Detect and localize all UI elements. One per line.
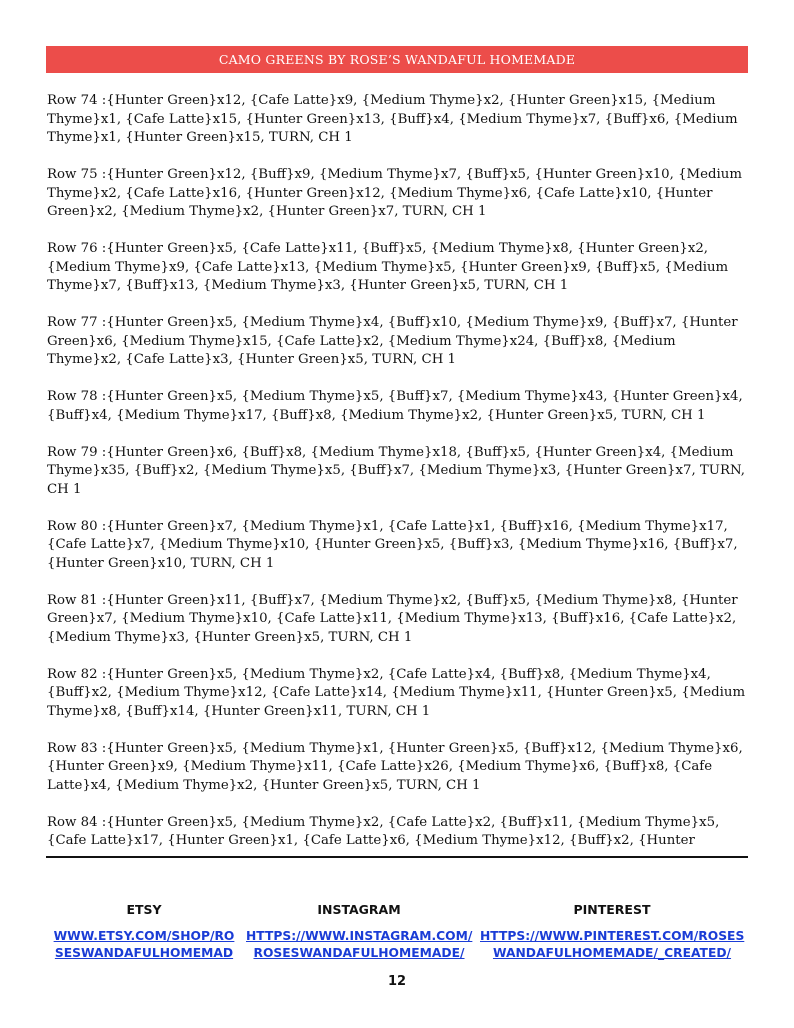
footer-pinterest bbox=[480, 902, 744, 962]
pattern-row: Row 80 :{Hunter Green}x7, {Medium Thyme}x1, {Cafe Latte}x1, {Buff}x16, {Medium Thyme}x17, {Cafe Latte}x7, {Medium Thyme}x10, {Hunter Green}x5, {Buff}x3, {Medium Thyme}x16, {Buff}x7, {Hunter Green}x10, TURN, CH 1 bbox=[47, 518, 738, 571]
pinterest-heading: PINTEREST bbox=[573, 902, 651, 917]
footer-instagram bbox=[246, 902, 472, 962]
pattern-row: Row 81 :{Hunter Green}x11, {Buff}x7, {Medium Thyme}x2, {Buff}x5, {Medium Thyme}x8, {Hunter Green}x7, {Medium Thyme}x10, {Cafe Latte}x11, {Medium Thyme}x13, {Buff}x16, {Cafe Latte}x2, {Medium Thyme}x3, {Hunter Green}x5, TURN, CH 1 bbox=[47, 592, 738, 645]
etsy-link-line1: WWW.ETSY.COM/SHOP/RO bbox=[53, 929, 235, 943]
pattern-row: Row 84 :{Hunter Green}x5, {Medium Thyme}x2, {Cafe Latte}x2, {Buff}x11, {Medium Thyme}x5, {Cafe Latte}x17, {Hunter Green}x1, {Cafe Latte}x6, {Medium Thyme}x12, {Buff}x2, {Hunter bbox=[47, 814, 720, 848]
page-header-banner bbox=[46, 46, 748, 73]
document-title: CAMO GREENS BY ROSE’S WANDAFUL HOMEMADE bbox=[218, 52, 576, 67]
pinterest-link[interactable] bbox=[480, 928, 744, 962]
page-number: 12 bbox=[387, 974, 407, 989]
pinterest-link-line2: WANDAFULHOMEMADE/_CREATED/ bbox=[492, 946, 732, 960]
pattern-row: Row 78 :{Hunter Green}x5, {Medium Thyme}x5, {Buff}x7, {Medium Thyme}x43, {Hunter Green}x4, {Buff}x4, {Medium Thyme}x17, {Buff}x8, {Medium Thyme}x2, {Hunter Green}x5, TURN, CH 1 bbox=[47, 389, 743, 423]
instagram-heading: INSTAGRAM bbox=[317, 902, 401, 917]
pattern-row: Row 79 :{Hunter Green}x6, {Buff}x8, {Medium Thyme}x18, {Buff}x5, {Hunter Green}x4, {Medium Thyme}x35, {Buff}x2, {Medium Thyme}x5, {Buff}x7, {Medium Thyme}x3, {Hunter Green}x7, TURN, CH 1 bbox=[47, 444, 746, 497]
pattern-rows bbox=[47, 92, 749, 869]
pattern-row: Row 76 :{Hunter Green}x5, {Cafe Latte}x11, {Buff}x5, {Medium Thyme}x8, {Hunter Green}x2, {Medium Thyme}x9, {Cafe Latte}x13, {Medium Thyme}x5, {Hunter Green}x9, {Buff}x5, {Medium Thyme}x7, {Buff}x13, {Medium Thyme}x3, {Hunter Green}x5, TURN, CH 1 bbox=[47, 241, 729, 293]
instagram-link-line1: HTTPS://WWW.INSTAGRAM.COM/ bbox=[246, 929, 473, 943]
footer-etsy bbox=[52, 902, 236, 962]
etsy-heading: ETSY bbox=[126, 902, 162, 917]
pattern-row: Row 75 :{Hunter Green}x12, {Buff}x9, {Medium Thyme}x7, {Buff}x5, {Hunter Green}x10, {Medium Thyme}x2, {Cafe Latte}x16, {Hunter Green}x12, {Medium Thyme}x6, {Cafe Latte}x10, {Hunter Green}x2, {Medium Thyme}x2, {Hunter Green}x7, TURN, CH 1 bbox=[47, 167, 742, 219]
instagram-link-line2: ROSESWANDAFULHOMEMADE/ bbox=[253, 946, 465, 960]
etsy-link-line2: SESWANDAFULHOMEMAD bbox=[54, 946, 234, 960]
pattern-row: Row 77 :{Hunter Green}x5, {Medium Thyme}x4, {Buff}x10, {Medium Thyme}x9, {Buff}x7, {Hunter Green}x6, {Medium Thyme}x15, {Cafe Latte}x2, {Medium Thyme}x24, {Buff}x8, {Medium Thyme}x2, {Cafe Latte}x3, {Hunter Green}x5, TURN, CH 1 bbox=[47, 315, 738, 367]
instagram-link[interactable] bbox=[246, 928, 472, 962]
pinterest-link-line1: HTTPS://WWW.PINTEREST.COM/ROSES bbox=[480, 929, 745, 943]
etsy-link[interactable] bbox=[52, 928, 236, 962]
footer-divider bbox=[46, 856, 748, 858]
pattern-row: Row 83 :{Hunter Green}x5, {Medium Thyme}x1, {Hunter Green}x5, {Buff}x12, {Medium Thyme}x6, {Hunter Green}x9, {Medium Thyme}x11, {Cafe Latte}x26, {Medium Thyme}x6, {Buff}x8, {Cafe Latte}x4, {Medium Thyme}x2, {Hunter Green}x5, TURN, CH 1 bbox=[47, 740, 743, 793]
pattern-row: Row 82 :{Hunter Green}x5, {Medium Thyme}x2, {Cafe Latte}x4, {Buff}x8, {Medium Thyme}x4, {Buff}x2, {Medium Thyme}x12, {Cafe Latte}x14, {Medium Thyme}x11, {Hunter Green}x5, {Medium Thyme}x8, {Buff}x14, {Hunter Green}x11, TURN, CH 1 bbox=[47, 666, 746, 719]
pattern-row: Row 74 :{Hunter Green}x12, {Cafe Latte}x9, {Medium Thyme}x2, {Hunter Green}x15, {Medium Thyme}x1, {Cafe Latte}x15, {Hunter Green}x13, {Buff}x4, {Medium Thyme}x7, {Buff}x6, {Medium Thyme}x1, {Hunter Green}x15, TURN, CH 1 bbox=[47, 93, 738, 145]
